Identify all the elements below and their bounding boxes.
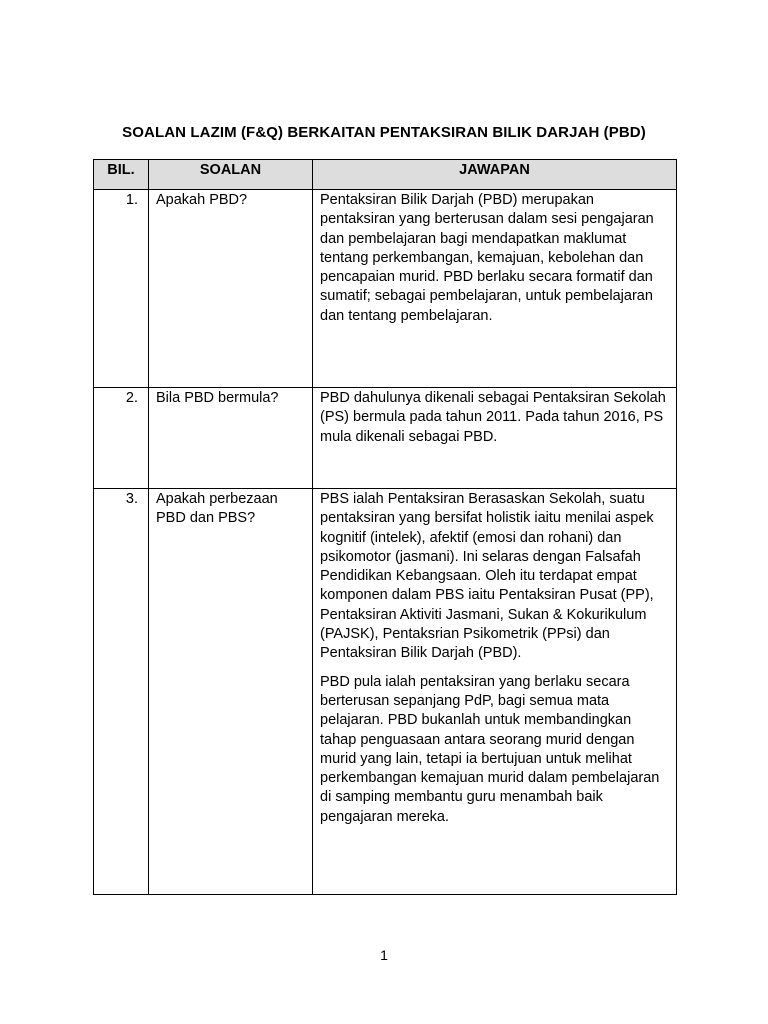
answer-cell — [313, 489, 677, 895]
answer-paragraph: PBD pula ialah pentaksiran yang berlaku secara berterusan sepanjang PdP, bagi semua mata pelajaran. PBD bukanlah untuk membandingkan tahap penguasaan antara seorang murid dengan murid yang lain, tetapi ia bertujuan untuk melihat perkembangan kemajuan murid dalam pembelajaran di samping membantu guru menambah baik pengajaran mereka. — [320, 673, 660, 825]
question-cell: Apakah perbezaan PBD dan PBS? — [149, 489, 313, 895]
row-number: 1. — [94, 190, 149, 388]
answer-paragraph: Pentaksiran Bilik Darjah (PBD) merupakan pentaksiran yang berterusan dalam sesi pengajaran dan pembelajaran bagi mendapatkan maklumat tentang perkembangan, kemajuan, kebolehan dan pencapaian murid. PBD berlaku secara formatif dan sumatif; sebagai pembelajaran, untuk pembelajaran dan tentang pembelajaran. — [320, 192, 654, 324]
row-number: 3. — [94, 489, 149, 895]
header-bil: BIL. — [94, 160, 149, 190]
answer-cell — [313, 388, 677, 489]
answer-paragraph: PBD dahulunya dikenali sebagai Pentaksiran Sekolah (PS) bermula pada tahun 2011. Pada tahun 2016, PS mula dikenali sebagai PBD. — [320, 390, 666, 445]
faq-table — [93, 159, 677, 895]
page-title: SOALAN LAZIM (F&Q) BERKAITAN PENTAKSIRAN BILIK DARJAH (PBD) — [122, 124, 646, 141]
table-row — [94, 489, 677, 895]
table-row — [94, 388, 677, 489]
page-number: 1 — [380, 947, 388, 963]
header-jawapan: JAWAPAN — [313, 160, 677, 190]
answer-cell — [313, 190, 677, 388]
table-row — [94, 190, 677, 388]
row-number: 2. — [94, 388, 149, 489]
answer-paragraph: PBS ialah Pentaksiran Berasaskan Sekolah, suatu pentaksiran yang bersifat holistik iaitu menilai aspek kognitif (intelek), afektif (emosi dan rohani) dan psikomotor (jasmani). Ini selaras dengan Falsafah Pendidikan Kebangsaan. Oleh itu terdapat empat komponen dalam PBS iaitu Pentaksiran Pusat (PP), Pentaksiran Aktiviti Jasmani, Sukan & Kokurikulum (PAJSK), Pentaksrian Psikometrik (PPsi) dan Pentaksiran Bilik Darjah (PBD). — [320, 491, 654, 662]
header-soalan: SOALAN — [149, 160, 313, 190]
question-cell: Apakah PBD? — [149, 190, 313, 388]
table-header-row — [94, 160, 677, 190]
question-cell: Bila PBD bermula? — [149, 388, 313, 489]
